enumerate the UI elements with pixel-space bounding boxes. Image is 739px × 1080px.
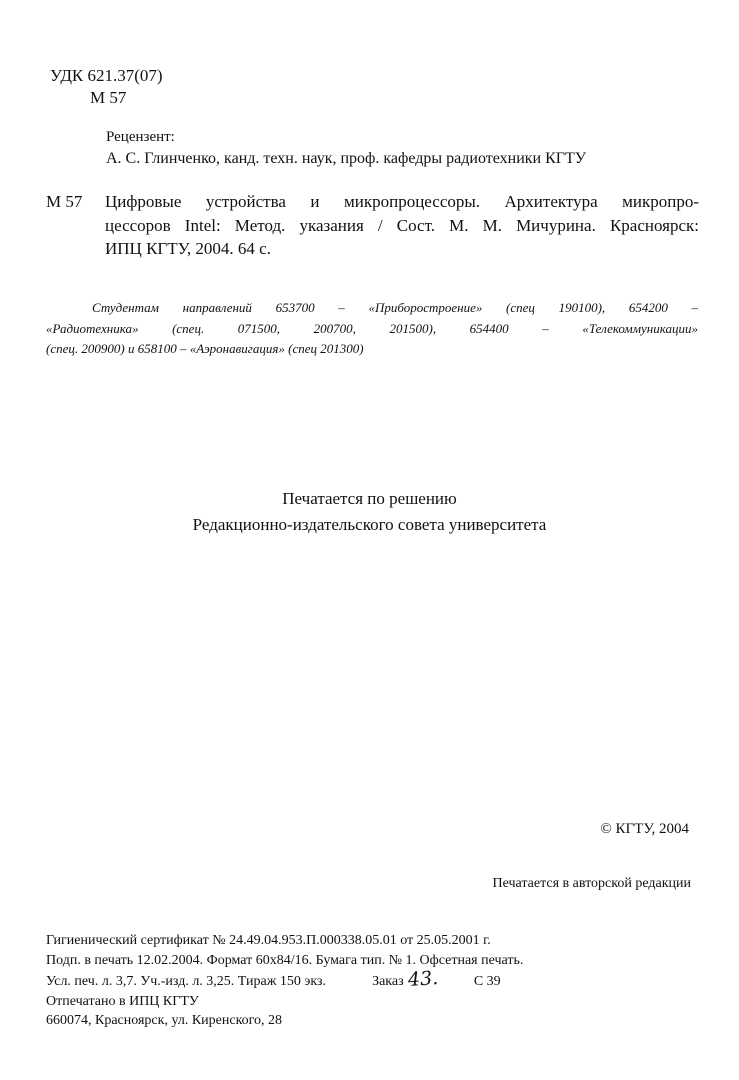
order-number-handwritten: 43. (406, 966, 439, 992)
reviewer-text: А. С. Глинченко, канд. техн. наук, проф. кафедры радиотехники КГТУ (106, 150, 587, 167)
audience-line: (спец. 200900) и 658100 – «Аэронавигация» (спец 201300) (46, 341, 364, 356)
print-info-line: Подп. в печать 12.02.2004. Формат 60x84/16. Бумага тип. № 1. Офсетная печать. (46, 952, 524, 968)
copyright: © КГТУ, 2004 (600, 821, 689, 837)
decision-line: Печатается по решению (282, 489, 457, 508)
publication-decision (0, 486, 739, 538)
address-line: 660074, Красноярск, ул. Киренского, 28 (46, 1013, 283, 1028)
certificate-line: Гигиенический сертификат № 24.49.04.953.П.000338.05.01 от 25.05.2001 г. (46, 933, 491, 948)
printed-at-line: Отпечатано в ИПЦ КГТУ (46, 993, 199, 1009)
audience-note (46, 298, 698, 360)
bibliographic-line: цессоров Intel: Метод. указания / Сост. М. М. Мичурина. Красноярск: (105, 215, 699, 235)
edition-note: Печатается в авторской редакции (492, 876, 691, 891)
bibliographic-description (105, 190, 699, 261)
reviewer-label: Рецензент: (106, 129, 175, 145)
sheets-info: Усл. печ. л. 3,7. Уч.-изд. л. 3,25. Тираж 150 экз. (46, 974, 327, 989)
bibliographic-line: Цифровые устройства и микропроцессоры. Архитектура микропро- (105, 192, 699, 211)
decision-line: Редакционно-издательского совета университета (192, 515, 547, 534)
order-label: Заказ (372, 974, 404, 989)
bibliographic-line: ИПЦ КГТУ, 2004. 64 с. (105, 239, 271, 258)
bibliographic-code: М 57 (46, 192, 83, 211)
sheets-order-line (46, 966, 696, 992)
udk-code: УДК 621.37(07) (50, 66, 163, 85)
imprint-block (46, 931, 696, 1031)
author-code: М 57 (90, 88, 127, 107)
audience-line: Студентам направлений 653700 – «Приборостроение» (спец 190100), 654200 – (92, 300, 698, 315)
audience-line: «Радиотехника» (спец. 071500, 200700, 201500), 654400 – «Телекоммуникации» (46, 320, 698, 336)
order-code: С 39 (473, 974, 501, 989)
